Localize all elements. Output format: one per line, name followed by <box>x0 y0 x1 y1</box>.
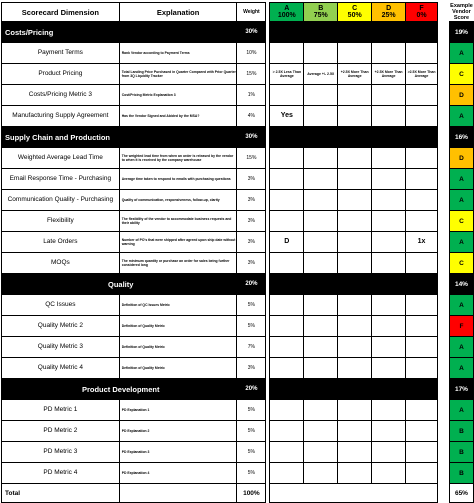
gap <box>437 22 449 43</box>
gap <box>437 232 449 253</box>
row-score: C <box>449 253 473 274</box>
cell-d[interactable] <box>372 148 406 169</box>
row-explanation: The weighted lead time from when an order is released by the vendor to when it is received by the company warehouse <box>119 148 237 169</box>
cell-c[interactable] <box>338 253 372 274</box>
table-row <box>2 337 474 358</box>
gap <box>437 190 449 211</box>
cell-b[interactable] <box>304 337 338 358</box>
section-grade-span <box>270 22 438 43</box>
row-weight: 15% <box>237 64 266 85</box>
header-grade-b <box>304 3 338 22</box>
cell-a[interactable] <box>270 85 304 106</box>
section-weight: 20% <box>237 274 266 295</box>
row-weight: 10% <box>237 43 266 64</box>
row-name: PD Metric 3 <box>2 442 120 463</box>
row-explanation: PD Explanation 1 <box>119 400 237 421</box>
cell-c[interactable] <box>338 358 372 379</box>
cell-b[interactable] <box>304 358 338 379</box>
header-weight: Weight <box>237 3 266 22</box>
cell-f[interactable] <box>406 148 438 169</box>
cell-a[interactable] <box>270 358 304 379</box>
cell-d[interactable] <box>372 463 406 484</box>
row-weight: 5% <box>237 316 266 337</box>
cell-b[interactable]: Average +/- 2.5X <box>304 64 338 85</box>
table-row <box>2 169 474 190</box>
header-gap-2 <box>437 3 449 22</box>
cell-b[interactable] <box>304 442 338 463</box>
cell-d[interactable] <box>372 211 406 232</box>
total-weight: 100% <box>237 484 266 503</box>
section-title: Supply Chain and Production <box>2 127 237 148</box>
row-explanation: Rank Vendor according to Payment Terms <box>119 43 237 64</box>
row-explanation: Has the Vendor Signed and Abided by the MSA? <box>119 106 237 127</box>
row-name: Quality Metric 2 <box>2 316 120 337</box>
row-name: Communication Quality - Purchasing <box>2 190 120 211</box>
header-row <box>2 3 474 22</box>
cell-f[interactable] <box>406 253 438 274</box>
cell-b[interactable] <box>304 43 338 64</box>
cell-d[interactable] <box>372 190 406 211</box>
row-explanation: The flexibility of the vendor to accommodate business requests and their ability <box>119 211 237 232</box>
row-score: B <box>449 442 473 463</box>
row-score: B <box>449 421 473 442</box>
row-name: Weighted Average Lead Time <box>2 148 120 169</box>
cell-f[interactable] <box>406 337 438 358</box>
grade-a-letter: A <box>284 5 290 12</box>
cell-a[interactable] <box>270 400 304 421</box>
grade-b-letter: B <box>318 5 324 12</box>
row-score: B <box>449 463 473 484</box>
cell-c[interactable]: +2.5X More Than Average <box>338 64 372 85</box>
cell-a[interactable] <box>270 211 304 232</box>
section-score: 16% <box>449 127 473 148</box>
table-row <box>2 106 474 127</box>
section-weight: 30% <box>237 22 266 43</box>
cell-f[interactable] <box>406 190 438 211</box>
cell-a[interactable] <box>270 253 304 274</box>
cell-a[interactable]: Yes <box>270 106 304 127</box>
table-row <box>2 358 474 379</box>
total-grade-span <box>270 484 438 503</box>
cell-b[interactable] <box>304 421 338 442</box>
cell-f[interactable] <box>406 463 438 484</box>
cell-a[interactable] <box>270 295 304 316</box>
gap <box>437 85 449 106</box>
header-grade-d <box>372 3 406 22</box>
header-grade-c <box>338 3 372 22</box>
row-weight: 4% <box>237 106 266 127</box>
cell-a[interactable] <box>270 421 304 442</box>
cell-f[interactable] <box>406 442 438 463</box>
section-title: Quality <box>2 274 237 295</box>
section-grade-span <box>270 379 438 400</box>
cell-c[interactable] <box>338 169 372 190</box>
row-name: Flexibility <box>2 211 120 232</box>
cell-b[interactable] <box>304 169 338 190</box>
grade-c-letter: C <box>352 5 358 12</box>
row-explanation: Total Landing Price Purchased in Quarter Compared with Prior Quarter from 3Q Liquidity Tracker <box>119 64 237 85</box>
cell-c[interactable] <box>338 337 372 358</box>
row-weight: 3% <box>237 358 266 379</box>
gap <box>437 148 449 169</box>
gap <box>437 43 449 64</box>
cell-b[interactable] <box>304 316 338 337</box>
cell-d[interactable] <box>372 232 406 253</box>
gap <box>437 442 449 463</box>
row-weight: 3% <box>237 253 266 274</box>
row-explanation: PD Explanation 3 <box>119 442 237 463</box>
row-explanation: The minimum quantity or purchase an order for sales being further considered long <box>119 253 237 274</box>
row-score: C <box>449 64 473 85</box>
grade-d-letter: D <box>386 5 392 12</box>
cell-a[interactable]: D <box>270 232 304 253</box>
row-score: D <box>449 85 473 106</box>
cell-d[interactable] <box>372 253 406 274</box>
cell-f[interactable] <box>406 400 438 421</box>
row-weight: 5% <box>237 463 266 484</box>
cell-c[interactable] <box>338 148 372 169</box>
gap <box>437 463 449 484</box>
row-score: A <box>449 358 473 379</box>
table-row <box>2 148 474 169</box>
table-row <box>2 85 474 106</box>
row-explanation: Quality of communication, responsiveness, follow-up, clarity <box>119 190 237 211</box>
row-weight: 5% <box>237 400 266 421</box>
cell-d[interactable] <box>372 85 406 106</box>
section-title: Product Development <box>2 379 237 400</box>
row-name: MOQs <box>2 253 120 274</box>
grade-d-pct: 25% <box>381 12 396 19</box>
cell-b[interactable] <box>304 232 338 253</box>
section-weight: 20% <box>237 379 266 400</box>
row-name: Product Pricing <box>2 64 120 85</box>
row-score: D <box>449 148 473 169</box>
row-name: PD Metric 2 <box>2 421 120 442</box>
table-row <box>2 190 474 211</box>
section-score: 17% <box>449 379 473 400</box>
grade-a-pct: 100% <box>277 12 296 19</box>
cell-d[interactable] <box>372 106 406 127</box>
cell-d[interactable] <box>372 43 406 64</box>
row-weight: 3% <box>237 232 266 253</box>
gap <box>437 358 449 379</box>
gap <box>437 421 449 442</box>
row-explanation: Average time taken to respond to emails with purchasing questions <box>119 169 237 190</box>
row-score: A <box>449 295 473 316</box>
row-score: A <box>449 337 473 358</box>
cell-b[interactable] <box>304 463 338 484</box>
cell-c[interactable] <box>338 211 372 232</box>
section-title: Costs/Pricing <box>2 22 237 43</box>
cell-b[interactable] <box>304 253 338 274</box>
cell-a[interactable] <box>270 316 304 337</box>
cell-a[interactable] <box>270 463 304 484</box>
cell-f[interactable] <box>406 316 438 337</box>
cell-f[interactable] <box>406 85 438 106</box>
cell-a[interactable] <box>270 169 304 190</box>
header-explanation: Explanation <box>119 3 237 22</box>
cell-b[interactable] <box>304 190 338 211</box>
cell-a[interactable]: > 2.5X Less Than Average <box>270 64 304 85</box>
row-name: PD Metric 1 <box>2 400 120 421</box>
section-score: 19% <box>449 22 473 43</box>
cell-f[interactable] <box>406 358 438 379</box>
cell-c[interactable] <box>338 232 372 253</box>
section-costs <box>2 22 474 43</box>
table-row <box>2 295 474 316</box>
header-example-score: Example Vendor Score <box>450 2 473 21</box>
row-weight: 5% <box>237 442 266 463</box>
cell-f[interactable] <box>406 295 438 316</box>
row-weight: 3% <box>237 190 266 211</box>
cell-f[interactable] <box>406 43 438 64</box>
cell-c[interactable] <box>338 442 372 463</box>
cell-f[interactable] <box>406 211 438 232</box>
gap <box>437 169 449 190</box>
gap <box>437 64 449 85</box>
cell-b[interactable] <box>304 400 338 421</box>
grade-b-pct: 75% <box>313 12 328 19</box>
cell-c[interactable] <box>338 295 372 316</box>
total-row <box>2 484 474 503</box>
row-name: Late Orders <box>2 232 120 253</box>
cell-a[interactable] <box>270 148 304 169</box>
cell-f[interactable] <box>406 421 438 442</box>
cell-d[interactable] <box>372 295 406 316</box>
cell-a[interactable] <box>270 337 304 358</box>
section-product-development <box>2 379 474 400</box>
table-row <box>2 43 474 64</box>
row-weight: 5% <box>237 295 266 316</box>
gap <box>437 337 449 358</box>
gap <box>437 211 449 232</box>
section-grade-span <box>270 274 438 295</box>
row-name: Payment Terms <box>2 43 120 64</box>
cell-c[interactable] <box>338 85 372 106</box>
total-explanation <box>119 484 237 503</box>
cell-c[interactable] <box>338 43 372 64</box>
row-explanation: PD Explanation 2 <box>119 421 237 442</box>
row-explanation: Cost/Pricing Metric Explanation 3 <box>119 85 237 106</box>
cell-d[interactable] <box>372 169 406 190</box>
cell-d[interactable] <box>372 316 406 337</box>
total-label: Total <box>2 484 120 503</box>
row-name: Email Response Time - Purchasing <box>2 169 120 190</box>
row-name: QC Issues <box>2 295 120 316</box>
cell-b[interactable] <box>304 106 338 127</box>
grade-c-pct: 50% <box>347 12 362 19</box>
section-weight: 30% <box>237 127 266 148</box>
cell-d[interactable]: +2.5X More Than Average <box>372 64 406 85</box>
cell-c[interactable] <box>338 106 372 127</box>
row-explanation: Definition of Quality Metric <box>119 358 237 379</box>
row-weight: 5% <box>237 421 266 442</box>
table-row <box>2 400 474 421</box>
row-explanation: Definition of QC Issues Metric <box>119 295 237 316</box>
cell-b[interactable] <box>304 211 338 232</box>
cell-b[interactable] <box>304 295 338 316</box>
row-score: C <box>449 211 473 232</box>
table-row <box>2 64 474 85</box>
row-weight: 3% <box>237 169 266 190</box>
row-score: A <box>449 400 473 421</box>
row-name: PD Metric 4 <box>2 463 120 484</box>
row-score: A <box>449 169 473 190</box>
cell-d[interactable] <box>372 421 406 442</box>
cell-c[interactable] <box>338 463 372 484</box>
total-score: 65% <box>449 484 473 503</box>
cell-c[interactable] <box>338 400 372 421</box>
table-row <box>2 463 474 484</box>
table-row <box>2 442 474 463</box>
header-grade-f <box>406 3 438 22</box>
row-name: Quality Metric 3 <box>2 337 120 358</box>
row-name: Costs/Pricing Metric 3 <box>2 85 120 106</box>
cell-c[interactable] <box>338 316 372 337</box>
cell-f[interactable]: No <box>406 106 438 127</box>
row-score: F <box>449 316 473 337</box>
section-grade-span <box>270 127 438 148</box>
gap <box>437 484 449 503</box>
gap <box>437 295 449 316</box>
cell-d[interactable] <box>372 337 406 358</box>
row-explanation: Definition of Quality Metric <box>119 316 237 337</box>
gap <box>437 106 449 127</box>
row-weight: 3% <box>237 211 266 232</box>
row-weight: 15% <box>237 148 266 169</box>
cell-f[interactable] <box>406 169 438 190</box>
table-row <box>2 421 474 442</box>
cell-a[interactable] <box>270 190 304 211</box>
cell-f[interactable]: 1x <box>406 232 438 253</box>
section-score: 14% <box>449 274 473 295</box>
row-weight: 7% <box>237 337 266 358</box>
header-dimension: Scorecard Dimension <box>2 3 120 22</box>
section-supply <box>2 127 474 148</box>
table-row <box>2 232 474 253</box>
grade-f-pct: 0% <box>416 12 427 19</box>
cell-a[interactable] <box>270 43 304 64</box>
cell-d[interactable] <box>372 358 406 379</box>
gap <box>437 274 449 295</box>
cell-b[interactable] <box>304 148 338 169</box>
cell-d[interactable] <box>372 442 406 463</box>
row-score: A <box>449 232 473 253</box>
row-explanation: Number of PO's that were shipped after agreed upon ship date without warning <box>119 232 237 253</box>
row-name: Quality Metric 4 <box>2 358 120 379</box>
gap <box>437 400 449 421</box>
cell-a[interactable] <box>270 442 304 463</box>
row-score: A <box>449 106 473 127</box>
cell-d[interactable] <box>372 400 406 421</box>
cell-c[interactable] <box>338 190 372 211</box>
grade-f-letter: F <box>419 5 424 12</box>
cell-b[interactable] <box>304 85 338 106</box>
cell-c[interactable] <box>338 421 372 442</box>
header-grade-a <box>270 3 304 22</box>
row-explanation: Definition of Quality Metric <box>119 337 237 358</box>
table-row <box>2 253 474 274</box>
scorecard-table <box>1 2 474 503</box>
gap <box>437 127 449 148</box>
gap <box>437 316 449 337</box>
row-score: A <box>449 43 473 64</box>
row-explanation: PD Explanation 4 <box>119 463 237 484</box>
section-quality <box>2 274 474 295</box>
table-row <box>2 316 474 337</box>
row-weight: 1% <box>237 85 266 106</box>
gap <box>437 379 449 400</box>
row-score: A <box>449 190 473 211</box>
gap <box>437 253 449 274</box>
row-name: Manufacturing Supply Agreement <box>2 106 120 127</box>
cell-f[interactable]: >2.5X More Than Average <box>406 64 438 85</box>
table-row <box>2 211 474 232</box>
